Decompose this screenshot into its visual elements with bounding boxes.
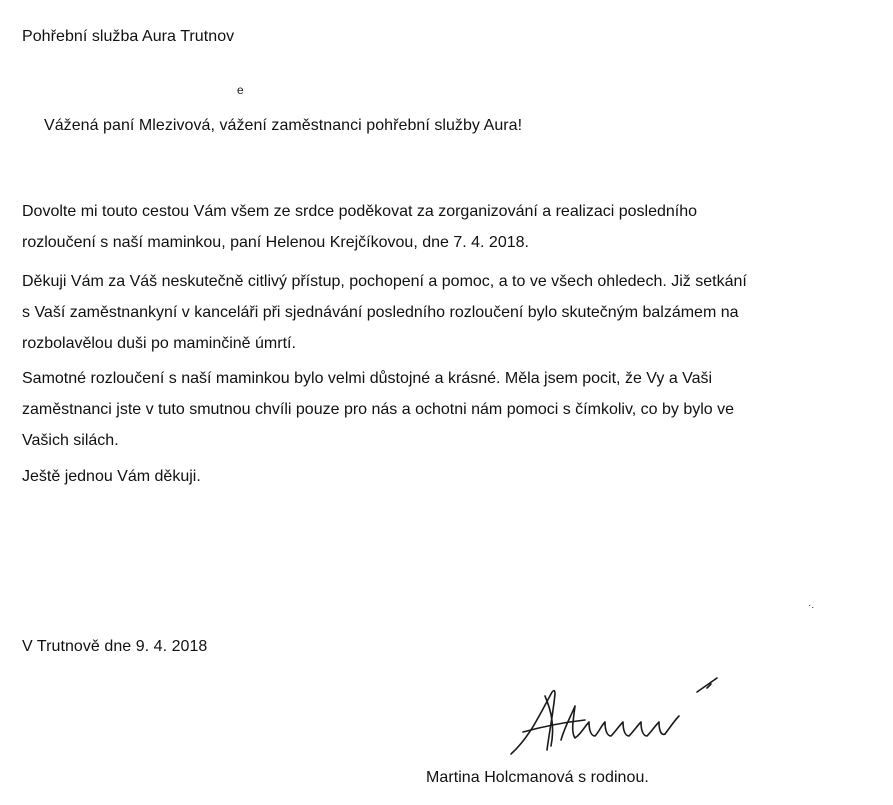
- paragraph-line: Samotné rozloučení s naší maminkou bylo velmi důstojné a krásné. Měla jsem pocit, že Vy a Vaši: [22, 370, 713, 387]
- salutation: Vážená paní Mlezivová, vážení zaměstnanci pohřební služby Aura!: [44, 117, 523, 134]
- closing-signature-line: Martina Holcmanová s rodinou.: [426, 769, 649, 786]
- paragraph-ceremony: [22, 363, 882, 456]
- place-date: V Trutnově dne 9. 4. 2018: [22, 638, 208, 655]
- paragraph-line: rozloučení s naší maminkou, paní Helenou Krejčíkovou, dne 7. 4. 2018.: [22, 234, 529, 251]
- paragraph-line: s Vaší zaměstnankyní v kanceláři při sjednávání posledního rozloučení bylo skutečným balzámem na: [22, 304, 739, 321]
- signature-icon: [505, 676, 725, 766]
- paragraph-line: zaměstnanci jste v tuto smutnou chvíli pouze pro nás a ochotni nám pomoci s čímkoliv, co by bylo ve: [22, 401, 735, 418]
- paragraph-line: Dovolte mi touto cestou Vám všem ze srdce poděkovat za zorganizování a realizaci posledního: [22, 203, 698, 220]
- scan-speck: ·.: [808, 600, 815, 611]
- scan-speck: e: [237, 83, 244, 97]
- paragraph-final-thanks: [22, 461, 882, 492]
- recipient-heading: Pohřební služba Aura Trutnov: [22, 28, 235, 45]
- paragraph-approach: [22, 266, 882, 359]
- paragraph-line: Děkuji Vám za Váš neskutečně citlivý přístup, pochopení a pomoc, a to ve všech ohledech. Již setkání: [22, 273, 747, 290]
- paragraph-line: Ještě jednou Vám děkuji.: [22, 468, 201, 485]
- paragraph-line: Vašich silách.: [22, 432, 119, 449]
- paragraph-thanks: [22, 196, 882, 258]
- paragraph-line: rozbolavělou duši po maminčině úmrtí.: [22, 335, 296, 352]
